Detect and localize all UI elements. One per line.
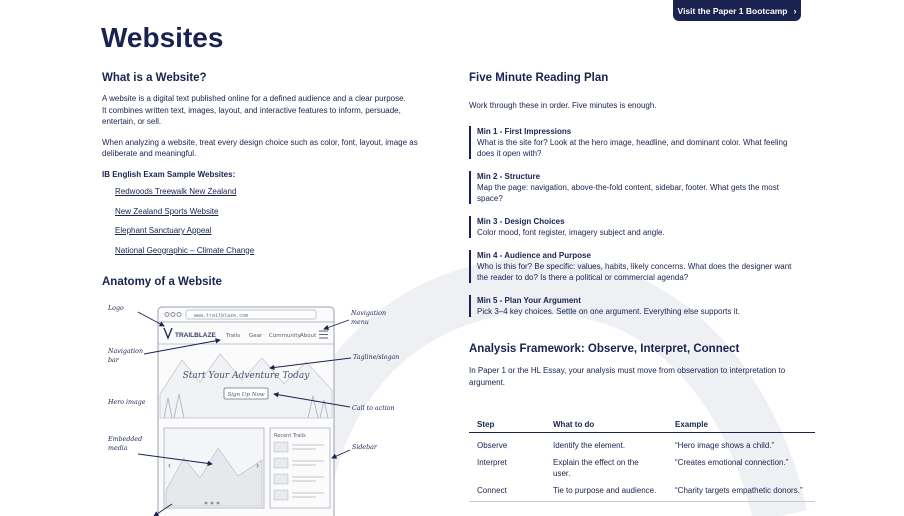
what-is-section (102, 72, 432, 264)
row-interpret-todo: Explain the effect on the user. (553, 458, 639, 478)
mock-tagline: Start Your Adventure Today (182, 371, 310, 381)
reading-step-5-title: Min 5 - Plan Your Argument (477, 295, 581, 305)
mock-brand: TRAILBLAZE (175, 332, 216, 339)
reading-step-4 (469, 250, 815, 283)
label-navigation-bar-1: Navigation (108, 348, 144, 355)
reading-step-3-text: Color mood, font register, imagery subject and angle. (477, 227, 665, 237)
framework-intro-line2: argument. (469, 377, 506, 387)
label-navigation-menu-2: menu (351, 319, 369, 326)
table-row (469, 454, 815, 482)
chevron-right-icon: › (793, 5, 797, 16)
what-is-paragraph-1 (102, 93, 432, 128)
mock-sidebar-title: Recent Trails (274, 433, 306, 439)
reading-step-2-title: Min 2 - Structure (477, 171, 541, 181)
anatomy-heading: Anatomy of a Website (102, 276, 222, 288)
sample-link-elephant[interactable]: Elephant Sanctuary Appeal (115, 226, 212, 235)
framework-table (469, 416, 815, 502)
table-row (469, 433, 815, 455)
sample-links-list (102, 186, 432, 264)
reading-plan-section (469, 72, 815, 317)
samples-title: IB English Exam Sample Websites: (102, 169, 236, 179)
reading-step-1 (469, 126, 815, 159)
row-observe-step: Observe (477, 441, 508, 450)
reading-step-5 (469, 295, 815, 317)
bootcamp-button-label: Visit the Paper 1 Bootcamp (677, 5, 788, 16)
para2-line1: When analyzing a website, treat every design choice such as color, font, layout, image as (102, 137, 418, 147)
row-observe-example: “Hero image shows a child.” (675, 441, 775, 450)
framework-table-header (469, 416, 815, 433)
row-connect-step: Connect (469, 482, 545, 502)
row-connect-todo: Tie to purpose and audience. (545, 482, 667, 502)
label-sidebar: Sidebar (352, 444, 377, 451)
paper1-bootcamp-button[interactable] (673, 0, 801, 21)
label-call-to-action: Call to action (352, 405, 395, 412)
framework-intro (469, 365, 815, 388)
mock-nav-about: About (300, 333, 317, 339)
table-row (469, 482, 815, 502)
sample-link-redwoods[interactable]: Redwoods Treewalk New Zealand (115, 187, 237, 196)
reading-step-3 (469, 216, 815, 238)
label-navigation-menu-1: Navigation (351, 310, 387, 317)
row-interpret-example: “Creates emotional connection.” (675, 458, 789, 467)
col-example: Example (667, 416, 815, 433)
col-what-to-do: What to do (545, 416, 667, 433)
mock-cta: Sign Up Now (227, 392, 265, 398)
row-connect-example: “Charity targets empathetic donors.” (667, 482, 815, 502)
reading-plan-heading: Five Minute Reading Plan (469, 72, 609, 84)
mock-nav-community: Community (269, 333, 301, 339)
what-is-paragraph-2 (102, 137, 432, 160)
label-hero-image: Hero image (108, 399, 146, 406)
reading-plan-intro: Work through these in order. Five minutes is enough. (469, 101, 657, 110)
reading-step-1-text: What is the site for? Look at the hero image, headline, and dominant color. What feeling does it open with? (477, 137, 788, 158)
reading-step-2 (469, 171, 815, 204)
sample-link-nz-sports[interactable]: New Zealand Sports Website (115, 206, 219, 216)
sample-link-natgeo[interactable]: National Geographic – Climate Change (115, 245, 255, 255)
reading-step-3-title: Min 3 - Design Choices (477, 216, 565, 226)
row-observe-todo: Identify the element. (553, 441, 626, 450)
media-next-icon: › (256, 460, 259, 470)
website-anatomy-illustration (102, 298, 402, 516)
page-title: Websites (101, 22, 224, 53)
reading-step-4-text: Who is this for? Be specific: values, habits, likely concerns. What does the designer want the reader to do? Is there a political or commercial agenda? (477, 261, 792, 282)
mock-nav-gear: Gear (249, 333, 263, 339)
para1-line3: entertain, or sell. (102, 117, 162, 126)
row-interpret-step: Interpret (477, 458, 507, 467)
framework-intro-line1: In Paper 1 or the HL Essay, your analysis must move from observation to interpretation to (469, 366, 786, 375)
mock-url: www.trailblaze.com (194, 313, 249, 319)
para2-line2: deliberate and meaningful. (102, 149, 197, 158)
reading-step-5-text: Pick 3–4 key choices. Settle on one argument. Everything else supports it. (477, 306, 740, 316)
mock-nav-trails: Trails (226, 333, 241, 339)
label-navigation-bar-2: bar (108, 357, 119, 364)
framework-heading: Analysis Framework: Observe, Interpret, Connect (469, 343, 740, 355)
para1-line2: It combines written text, images, layout, and interactive features to inform, persuade, (102, 105, 401, 115)
reading-step-4-title: Min 4 - Audience and Purpose (477, 250, 591, 260)
media-prev-icon: ‹ (168, 460, 171, 470)
media-dots (205, 502, 220, 505)
label-embedded-media-1: Embedded (108, 436, 143, 443)
label-logo: Logo (108, 305, 124, 312)
reading-step-2-text: Map the page: navigation, above-the-fold content, sidebar, footer. What gets the most space? (477, 182, 779, 203)
label-tagline: Tagline/slogan (353, 354, 400, 361)
what-is-heading: What is a Website? (102, 72, 207, 84)
para1-line1: A website is a digital text published online for a defined audience and a clear purpose. (102, 94, 406, 103)
label-embedded-media-2: media (108, 445, 128, 452)
reading-step-1-title: Min 1 - First Impressions (477, 126, 572, 136)
col-step: Step (469, 416, 545, 433)
